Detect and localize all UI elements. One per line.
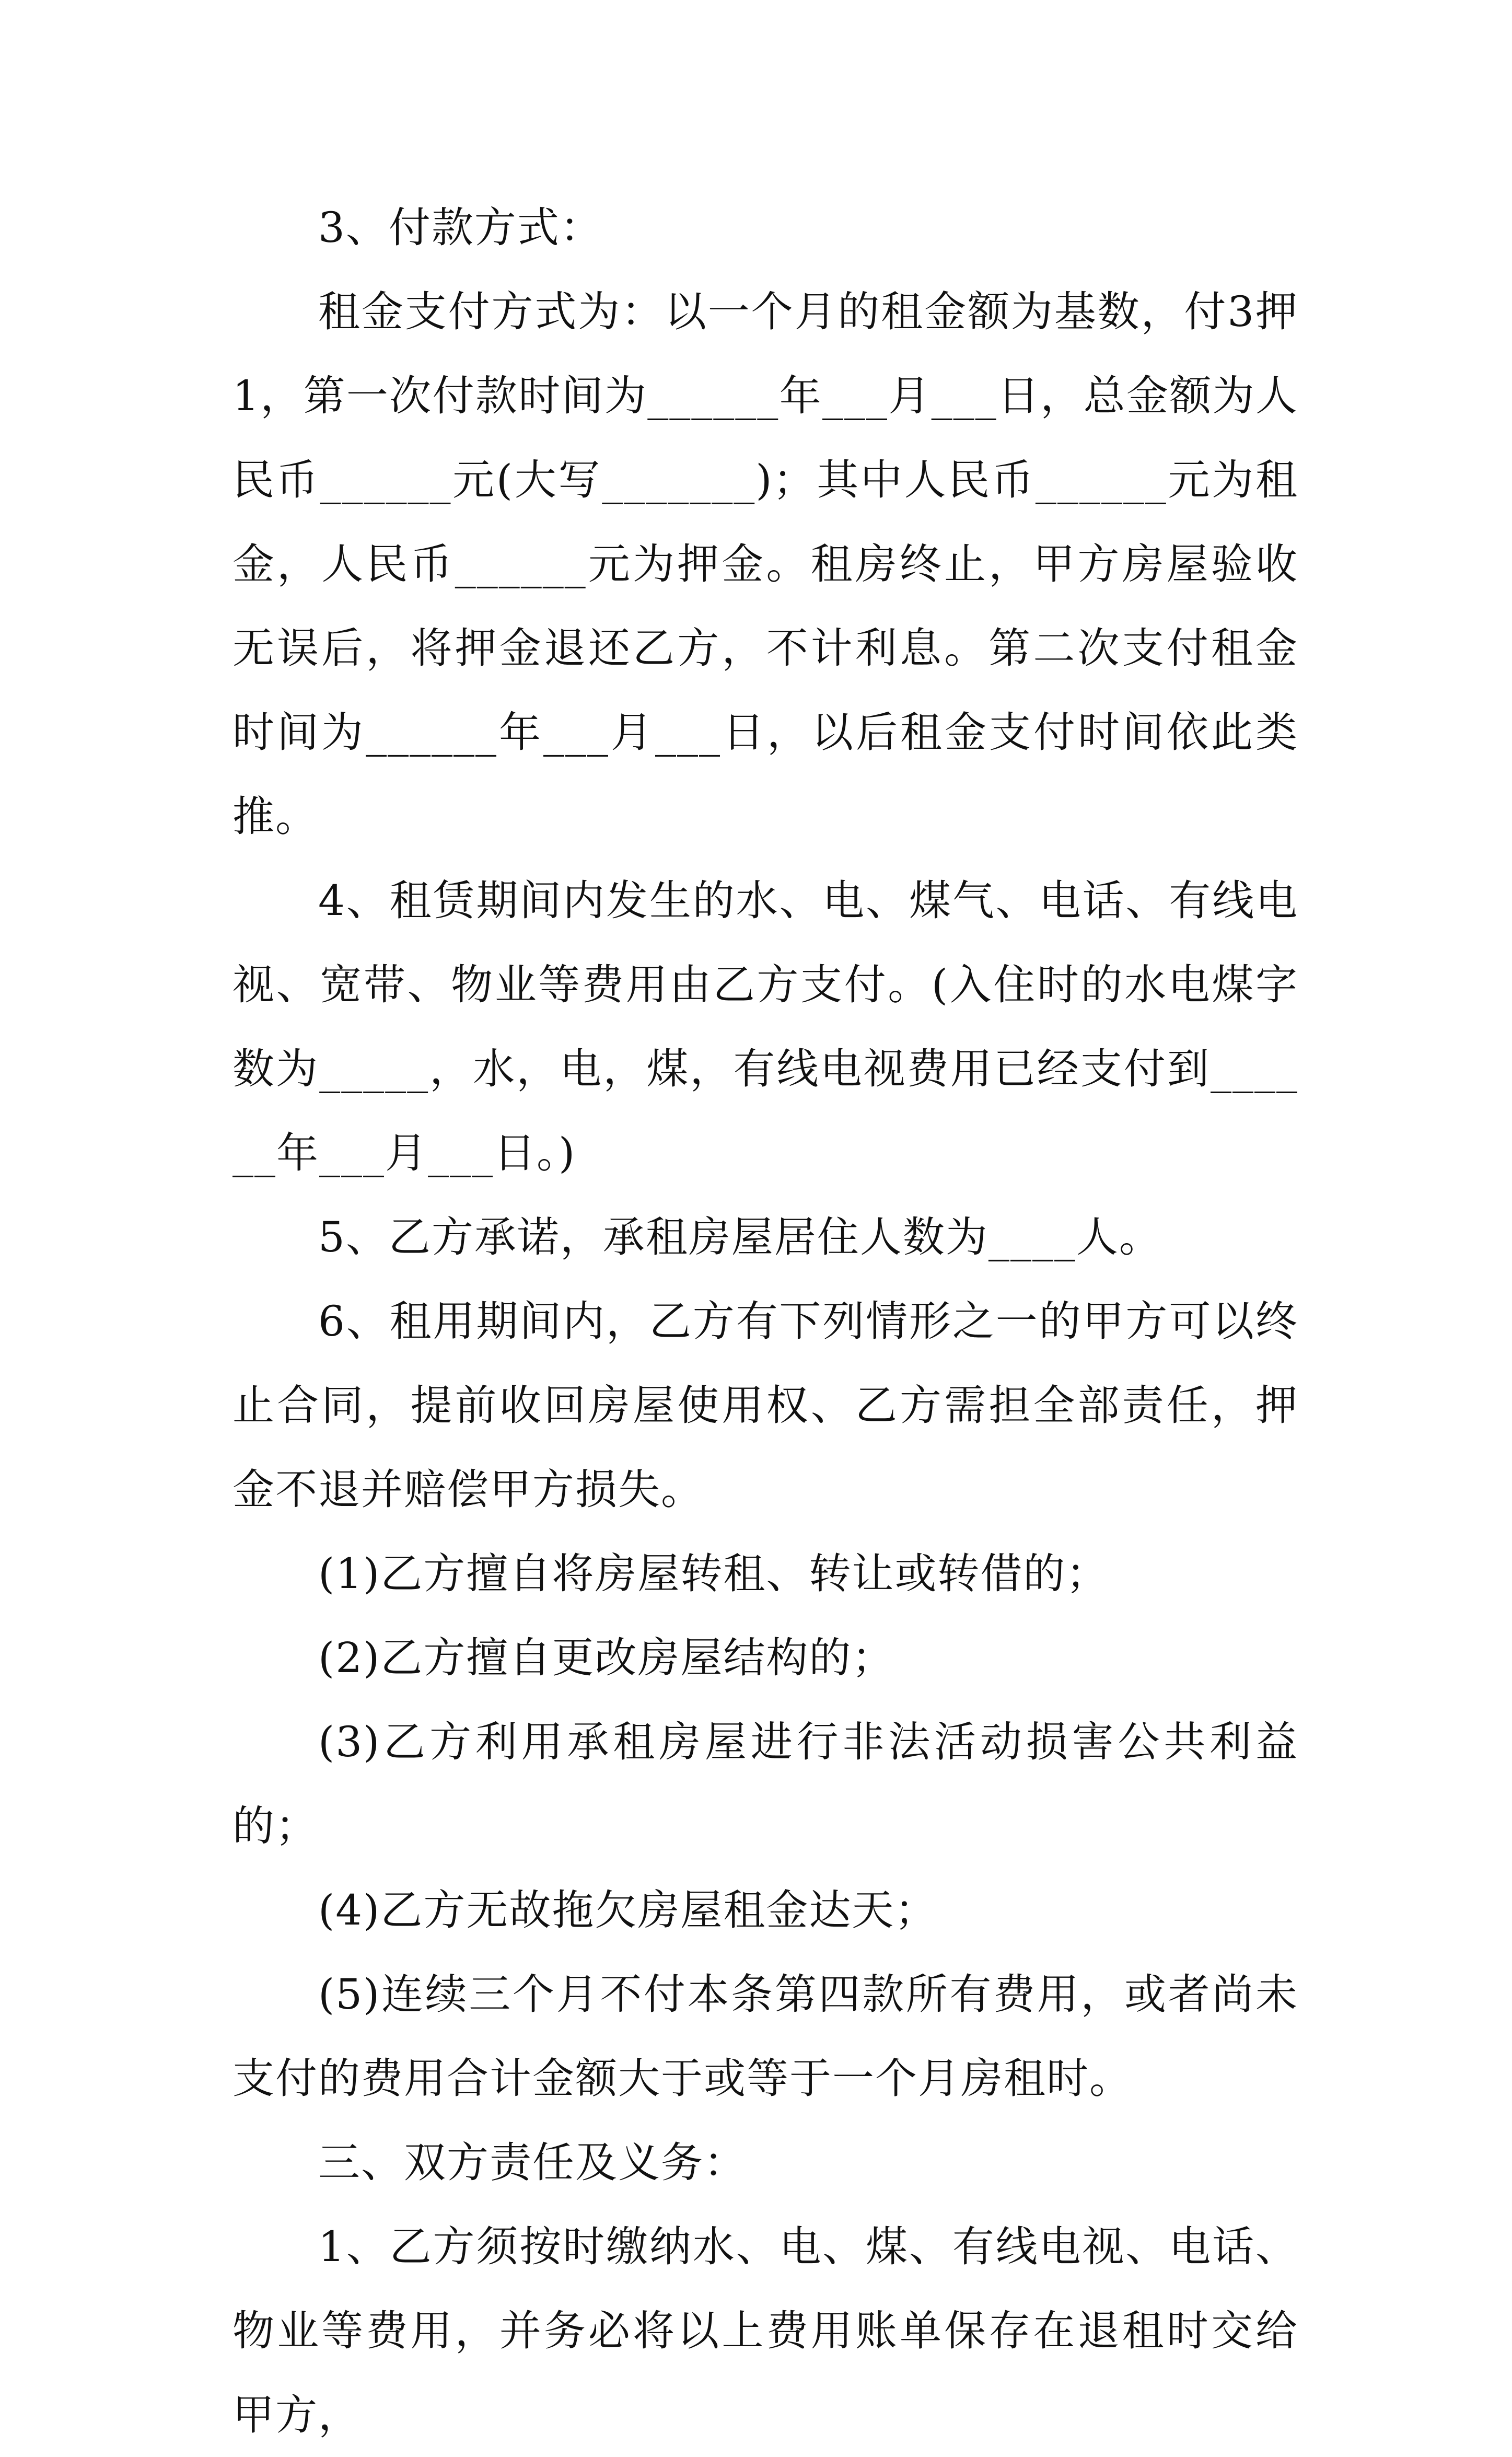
list-item-condition-1: (1)乙方擅自将房屋转租、转让或转借的；: [318, 1549, 1109, 1598]
document-page: [232, 186, 1298, 2457]
section-payment-method-heading: 3、付款方式：: [318, 203, 603, 252]
list-item-condition-3: (3)乙方利用承租房屋进行非法活动损害公共利益的；: [232, 1718, 1298, 1850]
list-item-condition-2: (2)乙方擅自更改房屋结构的；: [318, 1633, 895, 1682]
section-responsibilities-heading: 三、双方责任及义务：: [318, 2138, 747, 2187]
paragraph-rent-payment-terms: 租金支付方式为：以一个月的租金额为基数，付3押1，第一次付款时间为______年___月___日，总金额为人民币______元(大写_______)；其中人民币______元为租金，人民币______元为押金。租房终止，甲方房屋验收无误后，将押金退还乙方，不计利息。第二次支付租金时间为______年___月___日，以后租金支付时间依此类推。: [232, 287, 1298, 841]
paragraph-tenant-fee-obligation: 1、乙方须按时缴纳水、电、煤、有线电视、电话、物业等费用，并务必将以上费用账单保存在退租时交给甲方，: [232, 2222, 1298, 2439]
paragraph-termination-conditions: 6、租用期间内，乙方有下列情形之一的甲方可以终止合同，提前收回房屋使用权、乙方需担全部责任，押金不退并赔偿甲方损失。: [232, 1297, 1298, 1514]
list-item-condition-4: (4)乙方无故拖欠房屋租金达天；: [318, 1886, 938, 1934]
paragraph-utility-fees: 4、租赁期间内发生的水、电、煤气、电话、有线电视、宽带、物业等费用由乙方支付。(入住时的水电煤字数为_____，水，电，煤，有线电视费用已经支付到______年___月___日。): [232, 876, 1298, 1177]
paragraph-occupant-count: 5、乙方承诺，承租房屋居住人数为____人。: [318, 1213, 1162, 1261]
list-item-condition-5: (5)连续三个月不付本条第四款所有费用，或者尚未支付的费用合计金额大于或等于一个月房租时。: [232, 1970, 1298, 2103]
